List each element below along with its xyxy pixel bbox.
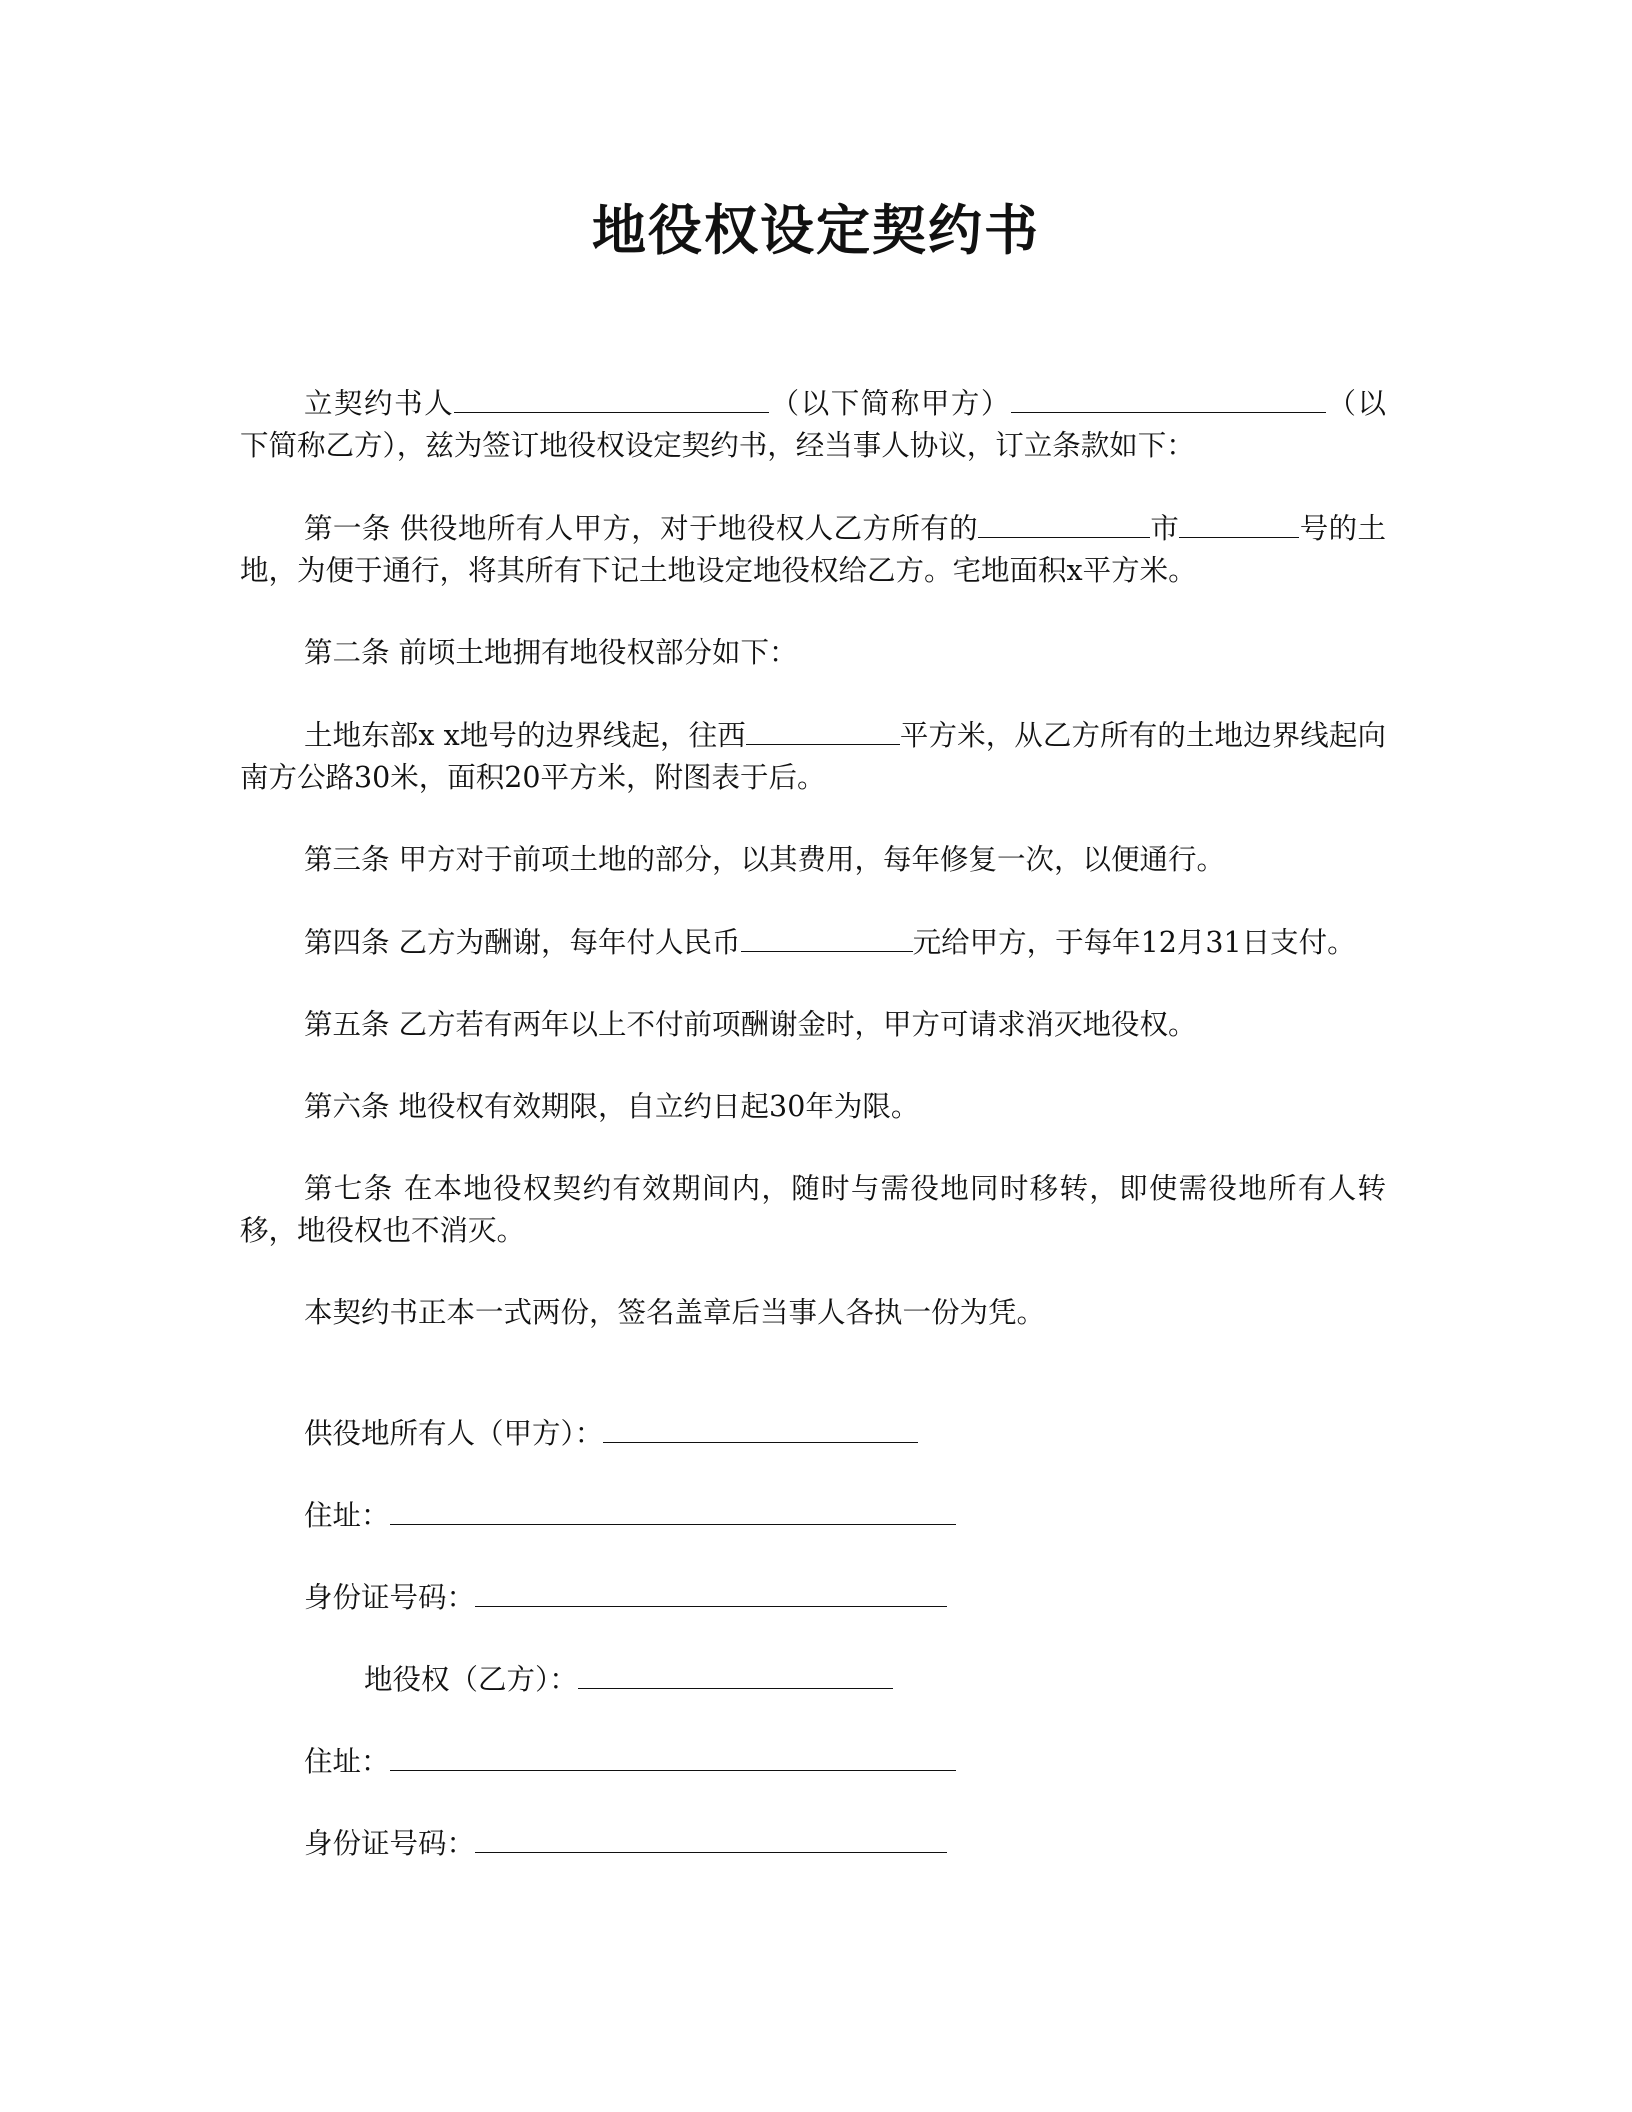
party-a-name-blank[interactable]	[454, 382, 769, 413]
party-b-name-blank[interactable]	[1011, 382, 1326, 413]
party-a-id-line[interactable]	[475, 1576, 947, 1607]
article-2: 第二条 前顷土地拥有地役权部分如下：	[304, 636, 798, 669]
article-1	[240, 507, 1386, 592]
party-b-label: 地役权（乙方）：	[364, 1663, 578, 1696]
document-title: 地役权设定契约书	[592, 199, 1040, 262]
article-7: 第七条 在本地役权契约有效期间内，随时与需役地同时移转，即使需役地所有人转移，地役权也不消灭。	[240, 1172, 1386, 1247]
article-6: 第六条 地役权有效期限，自立约日起30年为限。	[304, 1090, 920, 1123]
area-blank[interactable]	[746, 714, 900, 745]
party-b-address-line[interactable]	[390, 1740, 956, 1771]
party-b-id-row	[304, 1822, 947, 1865]
intro-text-1: 立契约书人	[304, 387, 455, 420]
city-blank[interactable]	[978, 507, 1150, 538]
intro-text-3: （以下简称乙方），兹为签订地役权设定契约书，经当事人协议，订立条款如下：	[240, 387, 1386, 462]
party-a-address-row	[304, 1494, 956, 1537]
article-3: 第三条 甲方对于前项土地的部分，以其费用，每年修复一次，以便通行。	[304, 843, 1226, 876]
party-a-id-label: 身份证号码：	[304, 1581, 476, 1614]
article-1-text-2: 市	[1150, 512, 1180, 545]
land-description	[240, 714, 1386, 799]
party-a-label: 供役地所有人（甲方）：	[304, 1417, 604, 1450]
article-1-text-1: 第一条 供役地所有人甲方，对于地役权人乙方所有的	[304, 512, 979, 545]
document-body	[240, 382, 1386, 1374]
party-b-signature-row	[364, 1658, 893, 1701]
article-4-text-1: 第四条 乙方为酬谢，每年付人民币	[304, 926, 741, 959]
party-a-signature-line[interactable]	[603, 1412, 918, 1443]
article-4	[240, 921, 1386, 964]
party-a-signature-row	[304, 1412, 918, 1455]
party-a-address-label: 住址：	[304, 1499, 390, 1532]
lot-number-blank[interactable]	[1179, 507, 1299, 538]
land-text-1: 土地东部x x地号的边界线起，往西	[304, 719, 746, 752]
payment-amount-blank[interactable]	[741, 921, 913, 952]
article-1-text-3: 号的土地，为便于通行，将其所有下记土地设定地役权给乙方。宅地面积x平方米。	[240, 512, 1386, 587]
intro-text-2: （以下简称甲方）	[769, 387, 1011, 420]
intro-paragraph	[240, 382, 1386, 467]
party-b-signature-line[interactable]	[578, 1658, 893, 1689]
party-b-id-label: 身份证号码：	[304, 1827, 476, 1860]
party-b-id-line[interactable]	[475, 1822, 947, 1853]
party-b-address-label: 住址：	[304, 1745, 390, 1778]
article-4-text-2: 元给甲方，于每年12月31日支付。	[912, 926, 1356, 959]
article-5: 第五条 乙方若有两年以上不付前项酬谢金时，甲方可请求消灭地役权。	[304, 1008, 1197, 1041]
party-a-id-row	[304, 1576, 947, 1619]
party-a-address-line[interactable]	[390, 1494, 956, 1525]
land-text-2: 平方米，从乙方所有的土地边界线起向南方公路30米，面积20平方米，附图表于后。	[240, 719, 1386, 794]
closing-statement: 本契约书正本一式两份，签名盖章后当事人各执一份为凭。	[304, 1296, 1046, 1329]
party-b-address-row	[304, 1740, 956, 1783]
